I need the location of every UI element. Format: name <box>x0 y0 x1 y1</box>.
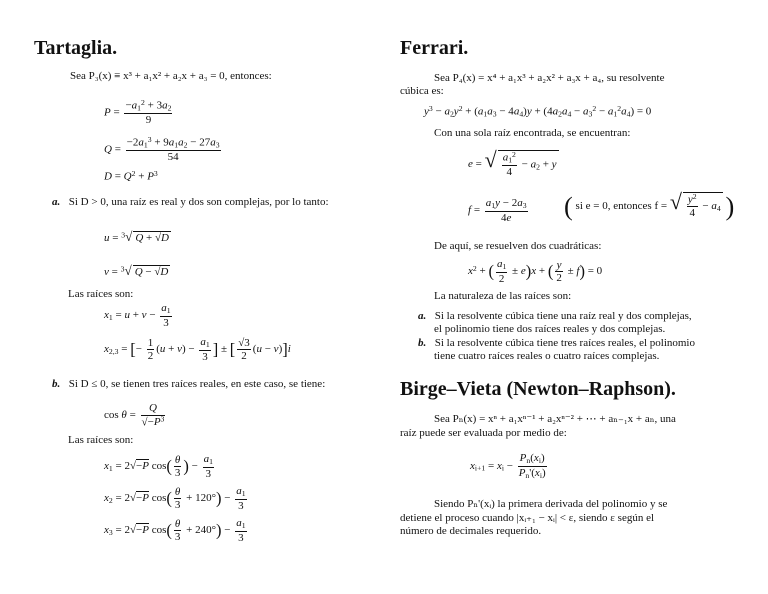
eq-x2-b: $x_2 = 2√-P$ cos( $\frac{\theta}{3}$ + 120°) − $\frac{a_1}{3}$ <box>104 485 246 512</box>
eq-x1-a: $x_1 = u + v$ − $\frac{a_1}{3}$ <box>104 302 171 329</box>
eq-x23-a: $x_{2,3}$ = [− $\frac{1}{2}$ (u + v) − $\frac{a_1}{3}$ ] ± [ $\frac{√3}{2}$ (u − v)]i <box>104 336 291 363</box>
case-a-line <box>52 196 329 208</box>
birge-vieta-title: Birge–Vieta (Newton–Raphson). <box>400 378 676 400</box>
label-a-right: a. <box>418 310 427 322</box>
label-a: a. <box>52 196 61 208</box>
roots-label-b: Las raíces son: <box>68 434 134 446</box>
label-b-right: b. <box>418 337 427 349</box>
closing-3: número de decimales requerido. <box>400 525 542 537</box>
eq-resolvent: $y^3 - a_2y^2 + (a_1a_3 - 4a_4)y + (4a_2a_4 - a_3^2 - a_1^2a_4) = 0$ <box>424 104 652 119</box>
if-e-zero-text: si e = 0, entonces f = <box>575 200 668 212</box>
eq-d: $D = Q^2 + P^3$ <box>104 169 158 183</box>
ferrari-title: Ferrari. <box>400 37 469 59</box>
eq-p: P = $\frac{-a_1^2 + 3a_2}{9}$ <box>104 98 172 127</box>
item-a-line-1: Si la resolvente cúbica tiene una raíz real y dos complejas, <box>434 310 692 322</box>
single-root-text: Con una sola raíz encontrada, se encuentran: <box>434 127 631 139</box>
nature-text: La naturaleza de las raíces son: <box>434 290 572 302</box>
ferrari-intro: Sea P₄(x) = x⁴ + a₁x³ + a₂x² + a₃x + a₄, su resolvente <box>434 72 665 84</box>
eq-q: Q = $\frac{-2a_1^3 + 9a_1a_2 - 27a_3}{54}$ <box>104 135 220 164</box>
eq-x1-b: $x_1 = 2√-P$ cos( $\frac{\theta}{3}$ ) − $\frac{a_1}{3}$ <box>104 453 213 480</box>
item-b <box>418 337 695 349</box>
eq-x3-b: $x_3 = 2√-P$ cos( $\frac{\theta}{3}$ + 240°) − $\frac{a_1}{3}$ <box>104 517 246 544</box>
eq-quadratic: $x^2$ + ( $\frac{a_1}{2}$ ± e)x + ( $\frac{y}{2}$ ± f) = 0 <box>468 258 603 285</box>
tartaglia-title: Tartaglia. <box>34 37 118 59</box>
case-b-text: Si D ≤ 0, se tienen tres raíces reales, en este caso, se tiene: <box>68 378 326 390</box>
roots-label-a: Las raíces son: <box>68 288 134 300</box>
eq-e: e = √ $\frac{a_1^2}{4}$ − $a_2 + y$ <box>468 147 557 178</box>
eq-u: u = $^3$√ Q + √D <box>104 229 169 244</box>
item-a-line-2: el polinomio tiene dos raíces reales y dos complejas. <box>434 323 666 335</box>
birge-intro-2: raíz puede ser evaluada por medio de: <box>400 427 567 439</box>
ferrari-intro-2: cúbica es: <box>400 85 444 97</box>
case-a-text: Si D > 0, una raíz es real y dos son complejas, por lo tanto: <box>68 196 329 208</box>
solve-quadratics-text: De aquí, se resuelven dos cuadráticas: <box>434 240 602 252</box>
item-a <box>418 310 692 322</box>
eq-f: f = $\frac{a_1y - 2a_3}{4e}$ <box>468 197 527 224</box>
eq-newton: $x_{i+1} = x_i$ − $\frac{P_n(x_i)}{P_n'(x_i)}$ <box>470 452 546 480</box>
birge-intro-1: Sea Pₙ(x) = xⁿ + a₁xⁿ⁻¹ + a₂xⁿ⁻² + ⋯ + aₙ₋₁x + aₙ, una <box>434 413 676 425</box>
item-b-line-1: Si la resolvente cúbica tiene tres raíces reales, el polinomio <box>434 337 695 349</box>
item-b-line-2: tiene cuatro raíces reales o cuatro raíces complejas. <box>434 350 660 362</box>
closing-2: detiene el proceso cuando |xᵢ₊₁ − xᵢ| < ε, siendo ε según el <box>400 512 655 524</box>
eq-cos: cos θ = $\frac{Q}{√-P^3}$ <box>104 402 165 429</box>
eq-v: v = $^3$√ Q − √D <box>104 263 169 278</box>
case-b-line <box>52 378 325 390</box>
tartaglia-intro: Sea P₃(x) ≡ x³ + a₁x² + a₂x + a₃ = 0, entonces: <box>70 70 272 82</box>
closing-1: Siendo Pₙ'(xᵢ) la primera derivada del polinomio y se <box>434 498 668 510</box>
label-b: b. <box>52 378 61 390</box>
eq-f-alt: ( si e = 0, entonces f = √ $\frac{y^2}{4}$ − $a_4$ ) <box>564 189 735 221</box>
